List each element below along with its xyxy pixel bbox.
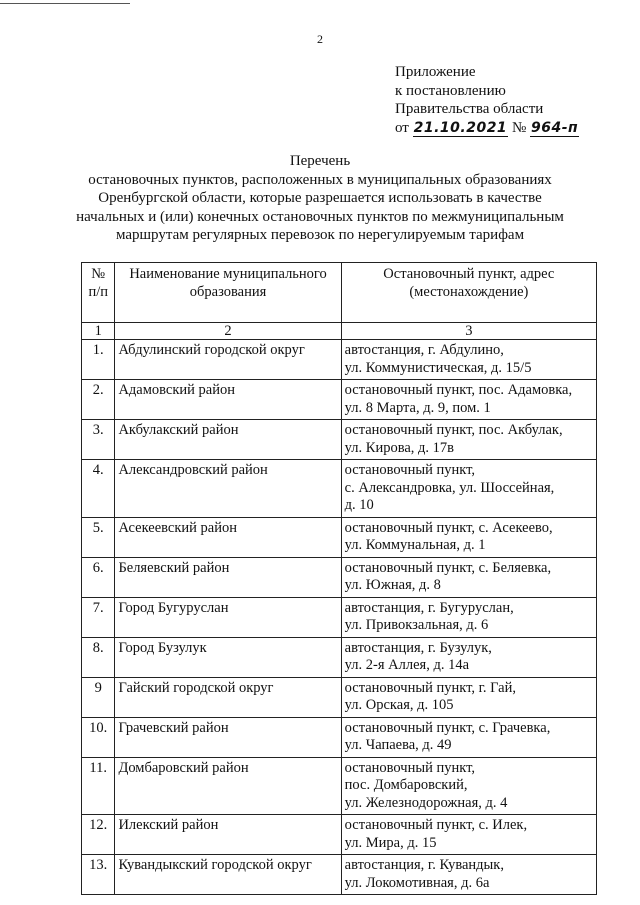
stop-address-line: ул. Кирова, д. 17в <box>344 439 455 456</box>
row-number: 4. <box>82 460 115 518</box>
stop-address-line: остановочный пункт, <box>344 462 475 478</box>
header-municipality: Наименование муниципального образования <box>115 263 341 323</box>
row-number: 13. <box>82 855 115 895</box>
document-heading <box>60 152 580 245</box>
table-row <box>82 517 597 557</box>
table-row <box>82 637 597 677</box>
municipality-name: Грачевский район <box>115 717 341 757</box>
stop-address <box>341 637 596 677</box>
handwritten-date: 21.10.2021 <box>413 119 508 136</box>
municipality-name: Гайский городской округ <box>115 677 341 717</box>
stop-address <box>341 597 596 637</box>
stop-address-line: ул. Орская, д. 105 <box>344 697 454 713</box>
top-rule <box>0 3 130 4</box>
table-row <box>82 420 597 460</box>
stop-address-line: автостанция, г. Бугуруслан, <box>344 599 514 616</box>
heading-line-2: Оренбургской области, которые разрешается использовать в качестве <box>98 190 542 206</box>
row-number: 3. <box>82 420 115 460</box>
page-number: 2 <box>317 32 323 46</box>
stop-address <box>341 855 596 895</box>
table-row <box>82 717 597 757</box>
stop-address-line: автостанция, г. Бузулук, <box>344 639 492 656</box>
row-number: 7. <box>82 597 115 637</box>
stop-address-line: ул. Железнодорожная, д. 4 <box>344 794 508 811</box>
stop-address <box>341 677 596 717</box>
heading-title: Перечень <box>289 153 351 169</box>
municipality-name: Акбулакский район <box>115 420 341 460</box>
row-number: 8. <box>82 637 115 677</box>
stop-address-line: остановочный пункт, г. Гай, <box>344 679 517 696</box>
municipality-name: Город Бузулук <box>115 637 341 677</box>
column-index: 1 <box>82 323 115 340</box>
column-index-row <box>82 323 597 340</box>
municipality-name: Город Бугуруслан <box>115 597 341 637</box>
stop-address <box>341 557 596 597</box>
stop-address-line: автостанция, г. Кувандык, <box>344 857 504 873</box>
appendix-line-1: Приложение <box>395 64 476 80</box>
row-number: 9 <box>82 677 115 717</box>
stop-address-line: автостанция, г. Абдулино, <box>344 342 504 358</box>
stop-address <box>341 815 596 855</box>
municipality-name: Кувандыкский городской округ <box>115 855 341 895</box>
stop-address <box>341 340 596 380</box>
stop-address-line: ул. Коммунистическая, д. 15/5 <box>344 359 532 376</box>
row-number: 10. <box>82 717 115 757</box>
stop-address-line: остановочный пункт, с. Асекеево, <box>344 519 553 536</box>
stop-address <box>341 517 596 557</box>
table-row <box>82 855 597 895</box>
stop-address-line: пос. Домбаровский, <box>344 777 468 793</box>
stop-address <box>341 717 596 757</box>
table-row <box>82 460 597 518</box>
header-number: № п/п <box>82 263 115 323</box>
stop-address-line: ул. 2-я Аллея, д. 14а <box>344 657 470 673</box>
municipality-name: Илекский район <box>115 815 341 855</box>
appendix-block <box>395 63 579 137</box>
table-row <box>82 380 597 420</box>
stop-address-line: остановочный пункт, с. Илек, <box>344 817 528 833</box>
row-number: 11. <box>82 757 115 815</box>
row-number: 5. <box>82 517 115 557</box>
column-index: 2 <box>115 323 341 340</box>
table-row <box>82 597 597 637</box>
appendix-line-3: Правительства области <box>395 101 544 117</box>
stop-address-line: ул. Чапаева, д. 49 <box>344 737 452 753</box>
table-row <box>82 340 597 380</box>
table-row <box>82 757 597 815</box>
table-row <box>82 557 597 597</box>
appendix-line-2: к постановлению <box>395 82 506 99</box>
heading-line-4: маршрутам регулярных перевозок по нерегулируемым тарифам <box>115 227 525 243</box>
stop-address-line: ул. Привокзальная, д. 6 <box>344 617 489 633</box>
stop-address-line: ул. Южная, д. 8 <box>344 577 441 593</box>
header-stop-address: Остановочный пункт, адрес (местонахождение) <box>341 263 596 323</box>
handwritten-number: 964-п <box>531 119 579 136</box>
bus-stops-table <box>81 262 597 895</box>
row-number: 6. <box>82 557 115 597</box>
municipality-name: Беляевский район <box>115 557 341 597</box>
stop-address-line: с. Александровка, ул. Шоссейная, <box>344 479 555 496</box>
stop-address-line: остановочный пункт, пос. Акбулак, <box>344 422 563 438</box>
stop-address <box>341 757 596 815</box>
municipality-name: Абдулинский городской округ <box>115 340 341 380</box>
stop-address-line: остановочный пункт, с. Беляевка, <box>344 559 552 576</box>
table-row <box>82 815 597 855</box>
row-number: 2. <box>82 380 115 420</box>
municipality-name: Домбаровский район <box>115 757 341 815</box>
municipality-name: Адамовский район <box>115 380 341 420</box>
stop-address-line: ул. 8 Марта, д. 9, пом. 1 <box>344 399 491 416</box>
stop-address-line: ул. Мира, д. 15 <box>344 834 437 851</box>
stop-address <box>341 460 596 518</box>
stop-address-line: остановочный пункт, пос. Адамовка, <box>344 382 573 398</box>
table-row <box>82 677 597 717</box>
municipality-name: Александровский район <box>115 460 341 518</box>
row-number: 1. <box>82 340 115 380</box>
heading-line-3: начальных и (или) конечных остановочных пунктов по межмуниципальным <box>76 208 564 225</box>
date-prefix: от <box>395 119 409 136</box>
number-prefix: № <box>511 119 527 136</box>
row-number: 12. <box>82 815 115 855</box>
stop-address <box>341 380 596 420</box>
table-header-row <box>82 263 597 323</box>
municipality-name: Асекеевский район <box>115 517 341 557</box>
column-index: 3 <box>341 323 596 340</box>
stop-address-line: д. 10 <box>344 497 374 513</box>
stop-address <box>341 420 596 460</box>
stop-address-line: остановочный пункт, <box>344 759 475 776</box>
heading-line-1: остановочных пунктов, расположенных в муниципальных образованиях <box>88 171 552 188</box>
stop-address-line: ул. Коммунальная, д. 1 <box>344 537 486 553</box>
stop-address-line: ул. Локомотивная, д. 6а <box>344 874 490 891</box>
stop-address-line: остановочный пункт, с. Грачевка, <box>344 719 551 736</box>
appendix-date-line <box>395 119 579 138</box>
